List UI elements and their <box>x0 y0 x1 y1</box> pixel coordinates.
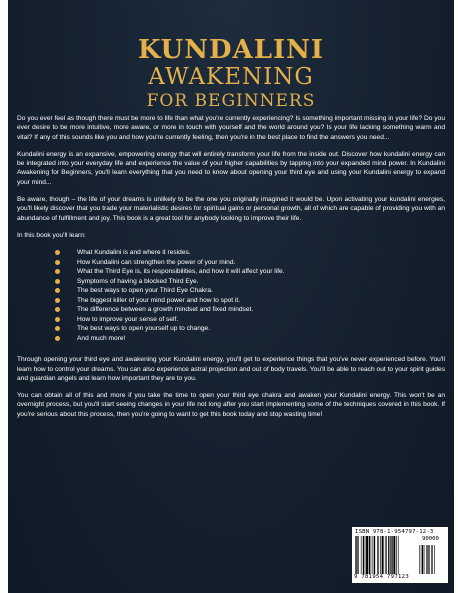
list-item: What Kundalini is and where it resides. <box>55 248 445 258</box>
barcode-addon-bar <box>426 545 427 574</box>
bullet-dot-icon <box>55 326 60 331</box>
barcode-bar <box>396 536 397 574</box>
bullet-dot-icon <box>55 307 60 312</box>
list-item: Symptoms of having a blocked Third Eye. <box>55 277 445 287</box>
barcode-bar <box>377 536 378 574</box>
isbn-text: ISBN 978-1-954797-12-3 <box>355 529 434 535</box>
paragraph: Kundalini energy is an expansive, empowering energy that will entirely transform your life from the inside out. Discover how kundalini energy can be integrated into your everyday life and experience the value of your higher capabilities by tapping into your expanded mind power. In Kundalini Awakening for Beginners, you'll learn everything that you need to know about opening your third eye and using your Kundalini energy to expand your mind... <box>17 150 445 186</box>
list-item: And much more! <box>55 334 445 344</box>
barcode-bar <box>366 536 368 574</box>
bullet-dot-icon <box>55 317 60 322</box>
barcode-bar <box>390 536 391 574</box>
barcode-addon-bar <box>434 545 435 574</box>
barcode-bar <box>365 536 366 574</box>
barcode-bar <box>391 536 392 574</box>
barcode-addon-bar <box>422 545 423 574</box>
barcode-bar <box>382 536 384 574</box>
list-item: The best ways to open yourself up to change. <box>55 324 445 334</box>
list-item: The biggest killer of your mind power and how to spot it. <box>55 296 445 306</box>
list-item: What the Third Eye is, its responsibilities, and how it will affect your life. <box>55 267 445 277</box>
paragraph: Do you ever feel as though there must be more to life than what you're currently experiencing? Is something important missing in your life? Do you ever desire to be more intuitive, more aware, or more in touch with yourself and the world around you? Is your life lacking something warm and vital? If any of this sounds like you and how you're currently feeling, then you're in the best place to find the answers you need... <box>17 115 445 141</box>
barcode-bar <box>373 536 374 574</box>
barcode-bar <box>369 536 370 574</box>
barcode-bar <box>380 536 381 574</box>
list-item: The difference between a growth mindset and fixed mindset. <box>55 305 445 315</box>
barcode-addon-bar <box>432 545 433 574</box>
barcode-bar <box>385 536 386 574</box>
list-item: How to improve your sense of self. <box>55 315 445 325</box>
barcode-addon-bar <box>424 545 425 574</box>
barcode-bar <box>361 536 362 574</box>
learning-list <box>55 248 445 343</box>
bullet-dot-icon <box>55 250 60 255</box>
bullet-dot-icon <box>55 269 60 274</box>
paragraph: Be aware, though – the life of your dreams is unlikely to be the one you originally imagined it would be. Upon activating your kundalini energies, you'll likely discover that you trade your materialistic desires for spiritual gains or personal growth, all of which are capable of providing you with an abundance of fulfillment and joy. This book is a great tool for anybody looking to improve their life. <box>17 196 445 222</box>
barcode-bar <box>363 536 364 574</box>
barcode-bar <box>355 536 356 574</box>
blurb <box>17 114 445 427</box>
barcode <box>352 527 448 583</box>
bullet-dot-icon <box>55 288 60 293</box>
barcode-bar <box>398 536 399 574</box>
barcode-addon-bar <box>427 545 428 574</box>
barcode-bar <box>374 536 375 574</box>
barcode-addon-bar <box>429 545 430 574</box>
book-title <box>8 36 454 112</box>
list-item: The best ways to open your Third Eye Chakra. <box>55 286 445 296</box>
title-line-2: AWAKENING <box>148 64 314 90</box>
barcode-bar <box>388 536 389 574</box>
barcode-addon-bar <box>421 545 422 574</box>
barcode-bar <box>356 536 357 574</box>
bullet-dot-icon <box>55 298 60 303</box>
bullet-dot-icon <box>55 279 60 284</box>
list-item: How Kundalini can strengthen the power of your mind. <box>55 258 445 268</box>
barcode-bar <box>378 536 379 574</box>
title-line-3: FOR BEGINNERS <box>146 91 316 111</box>
barcode-bar <box>371 536 372 574</box>
price-code: 90000 <box>422 536 439 542</box>
barcode-addon-bar <box>419 545 420 574</box>
barcode-bar <box>386 536 387 574</box>
paragraph: You can obtain all of this and more if you take the time to open your third eye chakra and awaken your Kundalini energy. This won't be an overnight process, but you'll start seeing changes in your life not long after you start implementing some of the techniques covered in this book. If you're serious about this process, then you're going to want to get this book today and stop wasting time! <box>17 392 445 418</box>
barcode-addon-bar <box>431 545 432 574</box>
title-line-1: KUNDALINI <box>137 35 325 65</box>
list-intro: In this book you'll learn: <box>17 231 86 239</box>
bullet-dot-icon <box>55 260 60 265</box>
ean-text: 9 781954 797123 <box>354 574 410 580</box>
barcode-bar <box>358 536 359 574</box>
paragraph: Through opening your third eye and awakening your Kundalini energy, you'll get to experience things that you've never experienced before. You'll learn how to control your dreams. You can also experience astral projection and out of body travels. You'll be able to reach out to your spirit guides and guardian angels and learn how important they are to you. <box>17 356 445 382</box>
bullet-dot-icon <box>55 336 60 341</box>
barcode-bar <box>393 536 395 574</box>
back-cover <box>8 0 454 593</box>
